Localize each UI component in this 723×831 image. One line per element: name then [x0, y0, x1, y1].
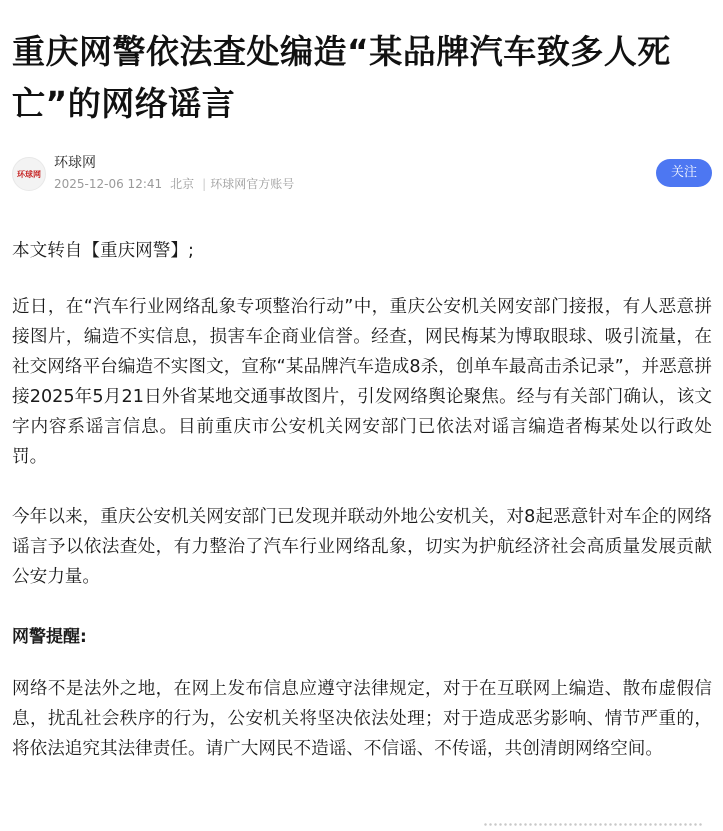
- article-body: [12, 236, 712, 764]
- article-meta: [54, 176, 302, 192]
- publish-location: 北京: [170, 177, 195, 191]
- body-paragraph-2: 今年以来，重庆公安机关网安部门已发现并联动外地公安机关，对8起恶意针对车企的网络谣言予以依法查处，有力整治了汽车行业网络乱象，切实为护航经济社会高质量发展贡献公安力量。: [12, 507, 712, 587]
- author-bar: [12, 152, 712, 196]
- body-paragraph-3: 网络不是法外之地，在网上发布信息应遵守法律规定，对于在互联网上编造、散布虚假信息，扰乱社会秩序的行为，公安机关将坚决依法处理；对于造成恶劣影响、情节严重的，将依法追究其法律责任。请广大网民不造谣、不信谣、不传谣，共创清朗网络空间。: [12, 679, 712, 759]
- article-page: [12, 0, 712, 794]
- scroll-dots: [483, 823, 703, 826]
- bottom-scroll-indicator[interactable]: [483, 817, 723, 831]
- body-paragraph-1: 近日，在“汽车行业网络乱象专项整治行动”中，重庆公安机关网安部门接报，有人恶意拼接图片，编造不实信息，损害车企商业信誉。经查，网民梅某为博取眼球、吸引流量，在社交网络平台编造不实图文，宣称“某品牌汽车造成8杀，创单车最高击杀记录”，并恶意拼接2025年5月21日外省某地交通事故图片，引发网络舆论聚焦。经与有关部门确认，该文字内容系谣言信息。目前重庆市公安机关网安部门已依法对谣言编造者梅某处以行政处罚。: [12, 297, 712, 467]
- meta-divider: |: [202, 177, 207, 191]
- intro-paragraph: 本文转自【重庆网警】;: [12, 241, 194, 261]
- author-avatar[interactable]: [12, 157, 46, 191]
- section-heading: 网警提醒:: [12, 627, 87, 647]
- article-title: 重庆网警依法查处编造“某品牌汽车致多人死亡”的网络谣言: [12, 32, 671, 123]
- account-type: 环球网官方账号: [210, 177, 295, 191]
- follow-button[interactable]: 关注: [656, 159, 712, 187]
- publish-datetime: 2025-12-06 12:41: [54, 177, 163, 191]
- huanqiu-logo-icon: 环球网: [17, 169, 41, 179]
- author-name[interactable]: 环球网: [54, 155, 96, 171]
